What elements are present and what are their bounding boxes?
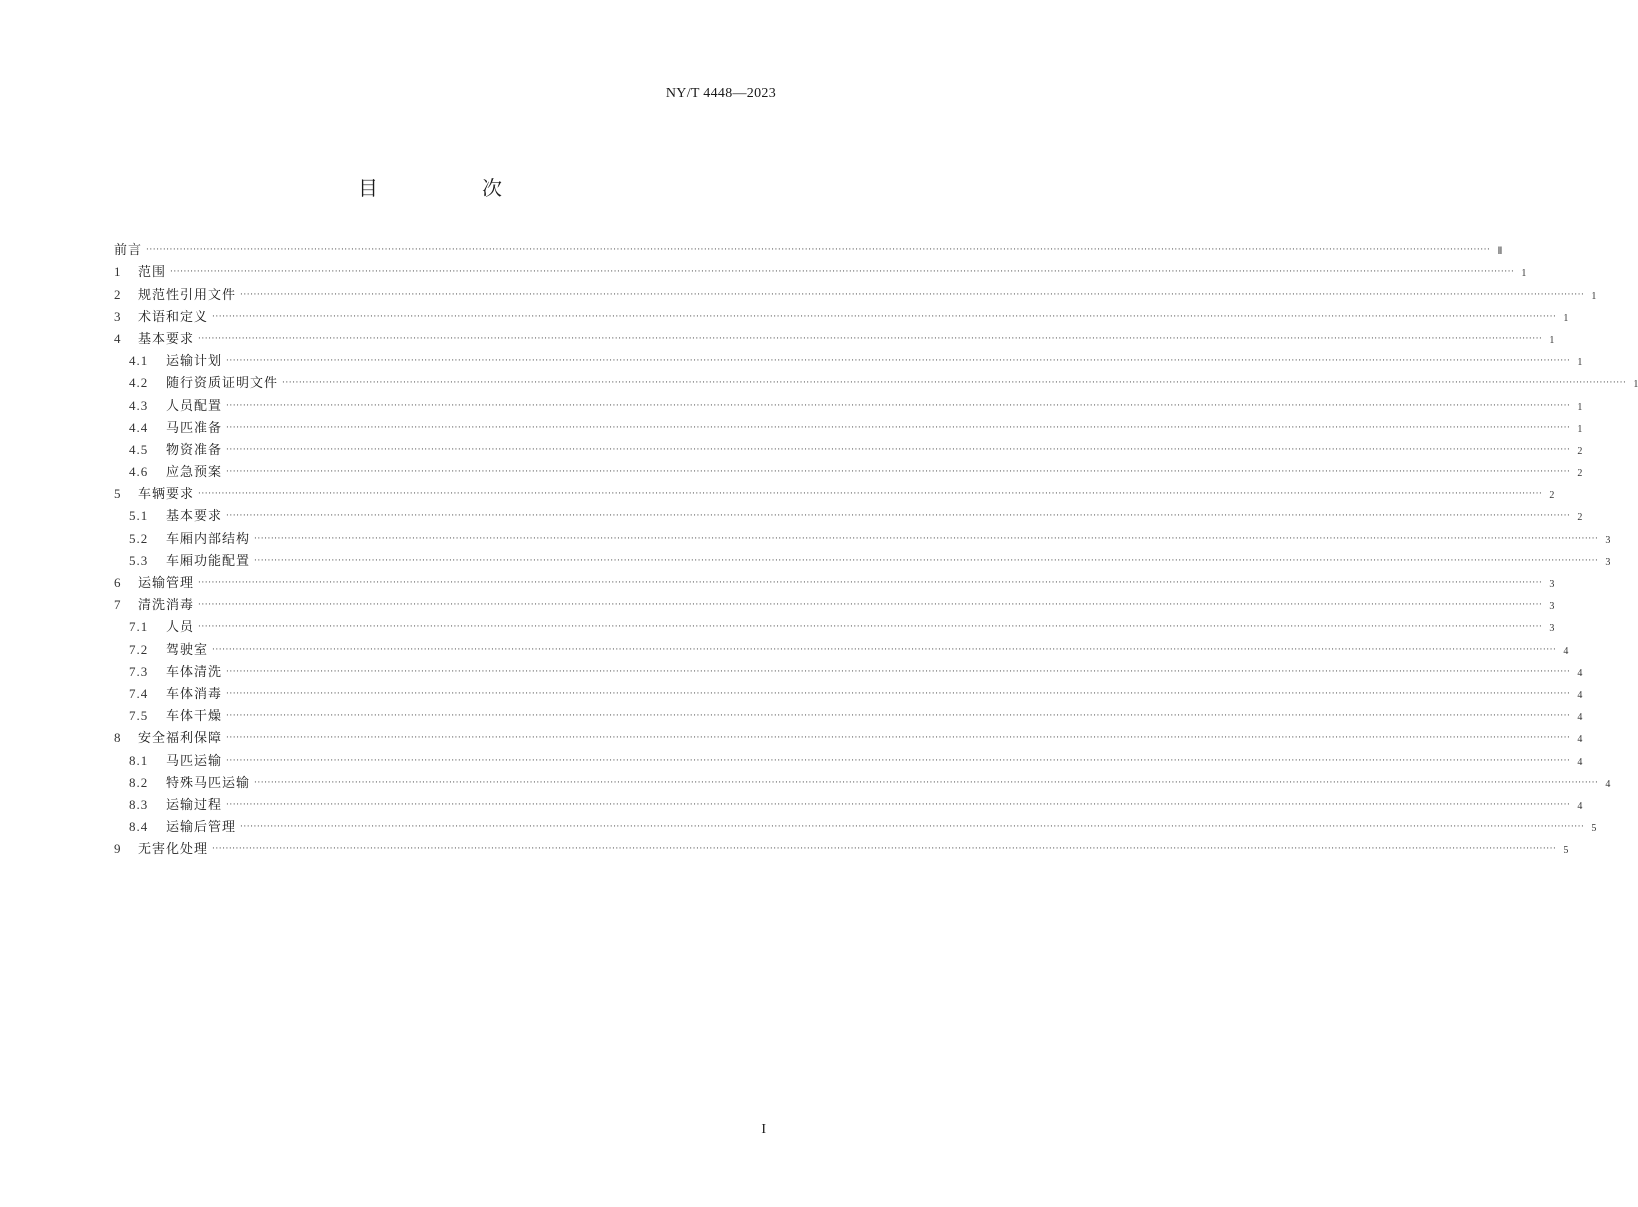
toc-entry-label: 车厢内部结构 — [166, 531, 251, 547]
toc-leader-dots: ················································································································································································································································································································································································································ — [226, 356, 1571, 367]
toc-entry-page: 1 — [1577, 357, 1583, 369]
toc-entry-label: 车厢功能配置 — [166, 553, 251, 569]
standard-code-header: NY/T 4448—2023 — [665, 86, 776, 101]
toc-entry-number: 9 — [114, 841, 121, 857]
toc-entry[interactable] — [114, 702, 1583, 725]
toc-entry-number: 4.5 — [129, 441, 149, 457]
toc-entry-page: 4 — [1577, 800, 1583, 812]
toc-leader-dots: ················································································································································································································································································································································································································ — [240, 822, 1585, 833]
toc-entry-number: 4 — [114, 330, 121, 346]
toc-entry[interactable] — [114, 613, 1555, 636]
toc-leader-dots: ················································································································································································································································································································································································································ — [226, 467, 1571, 478]
toc-leader-dots: ················································································································································································································································································································································································································ — [226, 422, 1571, 433]
page-number: I — [761, 1122, 766, 1137]
toc-entry-label: 运输后管理 — [166, 820, 237, 836]
toc-entry-label: 基本要求 — [166, 509, 223, 525]
toc-entry-page: 2 — [1549, 490, 1555, 502]
toc-entry-number: 2 — [114, 286, 121, 302]
toc-entry-page: 2 — [1577, 445, 1583, 457]
toc-entry-number: 8.2 — [129, 774, 149, 790]
toc-entry-label: 人员配置 — [166, 398, 223, 414]
toc-entry-number: 7.5 — [129, 708, 149, 724]
toc-entry-label: 应急预案 — [166, 465, 223, 481]
toc-entry-page: 1 — [1577, 423, 1583, 435]
toc-entry-page: 3 — [1605, 556, 1611, 568]
toc-entry[interactable] — [114, 347, 1583, 370]
toc-entry-page: 2 — [1577, 468, 1583, 480]
toc-entry-number: 1 — [114, 264, 121, 280]
toc-entry[interactable] — [114, 591, 1555, 614]
toc-leader-dots: ················································································································································································································································································································································································································ — [198, 333, 1543, 344]
toc-leader-dots: ················································································································································································································································································································································································································ — [170, 267, 1515, 278]
toc-entry-number: 5 — [114, 486, 121, 502]
toc-entry-number: 7.3 — [129, 663, 149, 679]
toc-leader-dots: ················································································································································································································································································································································································································ — [240, 289, 1585, 300]
toc-entry-page: 4 — [1563, 645, 1569, 657]
toc-entry-page: 4 — [1577, 689, 1583, 701]
toc-entry-label: 规范性引用文件 — [138, 287, 237, 303]
toc-entry[interactable] — [114, 391, 1583, 414]
toc-entry-label: 清洗消毒 — [138, 598, 195, 614]
toc-entry[interactable] — [114, 680, 1583, 702]
toc-entry-label: 人员 — [166, 620, 195, 636]
toc-leader-dots: ················································································································································································································································································································································································································ — [282, 378, 1627, 389]
toc-entry-number: 8.4 — [129, 819, 149, 835]
toc-entry-page: 4 — [1577, 712, 1583, 724]
toc-entry-page: 4 — [1577, 734, 1583, 746]
toc-entry[interactable] — [114, 325, 1555, 347]
toc-entry-number: 7.4 — [129, 685, 149, 701]
toc-entry-label: 物资准备 — [166, 442, 223, 458]
toc-entry-label: 基本要求 — [138, 331, 195, 347]
toc-entry[interactable] — [114, 303, 1569, 325]
toc-leader-dots: ················································································································································································································································································································································································································ — [254, 533, 1599, 544]
toc-entry-number: 6 — [114, 575, 121, 590]
toc-entry-label: 运输计划 — [166, 354, 223, 370]
toc-entry-page: 4 — [1577, 667, 1583, 679]
toc-entry-page: 1 — [1521, 268, 1527, 280]
toc-entry-label: 马匹准备 — [166, 420, 223, 436]
toc-leader-dots: ················································································································································································································································································································································································································ — [198, 600, 1543, 611]
toc-entry[interactable] — [114, 724, 1583, 747]
toc-entry-label: 运输管理 — [138, 576, 195, 591]
toc-entry[interactable] — [114, 369, 1638, 392]
toc-entry-number: 4.2 — [129, 375, 149, 391]
toc-entry-page: 4 — [1605, 778, 1611, 790]
toc-leader-dots: ················································································································································································································································································································································································································ — [212, 844, 1557, 855]
toc-entry-label: 车辆要求 — [138, 487, 195, 503]
toc-entry-label: 范围 — [138, 265, 167, 281]
toc-leader-dots: ················································································································································································································································································································································································································ — [226, 511, 1571, 522]
toc-entry-label: 车体消毒 — [166, 686, 223, 702]
toc-entry-label: 车体清洗 — [166, 664, 223, 680]
toc-entry-number: 8 — [114, 730, 121, 746]
toc-entry-number: 3 — [114, 308, 121, 324]
toc-entry[interactable] — [114, 436, 1583, 458]
toc-entry-label: 马匹运输 — [166, 753, 223, 769]
toc-leader-dots: ················································································································································································································································································································································································································ — [226, 799, 1571, 810]
toc-entry[interactable] — [114, 835, 1569, 858]
toc-entry[interactable] — [114, 458, 1583, 481]
toc-entry-number: 8.1 — [129, 752, 149, 768]
toc-entry[interactable] — [114, 813, 1597, 836]
toc-entry-label: 随行资质证明文件 — [166, 376, 279, 392]
toc-entry-number: 5.3 — [129, 552, 149, 568]
toc-leader-dots: ················································································································································································································································································································································································································ — [226, 688, 1571, 699]
toc-entry-label: 车体干燥 — [166, 709, 223, 725]
toc-entry[interactable] — [114, 769, 1611, 791]
toc-entry-page: 3 — [1549, 623, 1555, 635]
toc-entry-number: 5.2 — [129, 530, 149, 546]
toc-entry-page: 1 — [1563, 312, 1569, 324]
toc-entry[interactable] — [114, 524, 1611, 547]
toc-entry-page: 2 — [1577, 512, 1583, 524]
toc-entry-page: 3 — [1605, 534, 1611, 546]
toc-entry-number: 7.2 — [129, 641, 149, 657]
toc-leader-dots: ················································································································································································································································································································································································································ — [254, 555, 1599, 566]
toc-entry-page: 5 — [1591, 823, 1597, 835]
toc-entry-page: 3 — [1549, 579, 1555, 590]
toc-entry-number: 4.4 — [129, 419, 149, 435]
toc-entry-number: 4.1 — [129, 353, 149, 369]
toc-entry[interactable] — [114, 547, 1611, 569]
toc-leader-dots: ················································································································································································································································································································································································································ — [226, 666, 1571, 677]
toc-entry-page: 3 — [1549, 601, 1555, 613]
toc-entry-number: 8.3 — [129, 796, 149, 812]
table-of-contents — [114, 236, 1638, 858]
toc-entry-label: 驾驶室 — [166, 642, 209, 658]
toc-leader-dots: ················································································································································································································································································································································································································ — [212, 311, 1557, 322]
toc-leader-dots: ················································································································································································································································································································································································································ — [226, 733, 1571, 744]
toc-leader-dots: ················································································································································································································································································································································································································ — [226, 755, 1571, 766]
toc-leader-dots: ················································································································································································································································································································································································································ — [198, 489, 1543, 500]
toc-entry-page: 1 — [1591, 290, 1597, 302]
toc-entry[interactable] — [114, 480, 1555, 503]
toc-entry[interactable] — [114, 502, 1583, 525]
toc-entry-number: 4.6 — [129, 464, 149, 480]
toc-entry-number: 7.1 — [129, 619, 149, 635]
toc-entry-label: 无害化处理 — [138, 842, 209, 858]
toc-leader-dots: ················································································································································································································································································································································································································ — [146, 245, 1491, 256]
toc-leader-dots: ················································································································································································································································································································································································································ — [198, 622, 1543, 633]
toc-entry-label: 特殊马匹运输 — [166, 775, 251, 791]
toc-entry[interactable] — [114, 746, 1583, 769]
toc-entry-number: 7 — [114, 597, 121, 613]
toc-entry-label: 术语和定义 — [138, 309, 209, 325]
toc-entry[interactable] — [114, 569, 1555, 591]
toc-leader-dots: ················································································································································································································································································································································································································ — [226, 444, 1571, 455]
toc-entry-page: 5 — [1563, 845, 1569, 857]
toc-entry-page: 1 — [1577, 401, 1583, 413]
toc-entry[interactable] — [114, 658, 1583, 680]
toc-entry-label: 运输过程 — [166, 797, 223, 813]
toc-entry-page: 4 — [1577, 756, 1583, 768]
toc-entry-page: Ⅱ — [1497, 246, 1503, 258]
toc-entry-number: 5.1 — [129, 508, 149, 524]
toc-leader-dots: ················································································································································································································································································································································································································ — [226, 400, 1571, 411]
toc-leader-dots: ················································································································································································································································································································································································································ — [212, 644, 1557, 655]
toc-entry[interactable] — [114, 258, 1527, 281]
toc-entry[interactable] — [114, 414, 1583, 436]
toc-leader-dots: ················································································································································································································································································································································································································ — [198, 578, 1543, 588]
toc-entry[interactable] — [114, 635, 1569, 658]
page-title: 目 次 — [358, 176, 544, 200]
toc-leader-dots: ················································································································································································································································································································································································································ — [254, 777, 1599, 788]
toc-entry-number: 4.3 — [129, 397, 149, 413]
toc-entry[interactable] — [114, 280, 1597, 303]
toc-leader-dots: ················································································································································································································································································································································································································ — [226, 711, 1571, 722]
toc-entry[interactable] — [114, 791, 1583, 813]
toc-entry-page: 1 — [1633, 379, 1638, 391]
toc-entry[interactable] — [114, 236, 1503, 259]
toc-entry-page: 1 — [1549, 334, 1555, 346]
toc-entry-label: 安全福利保障 — [138, 731, 223, 747]
toc-entry-label: 前言 — [114, 243, 143, 259]
